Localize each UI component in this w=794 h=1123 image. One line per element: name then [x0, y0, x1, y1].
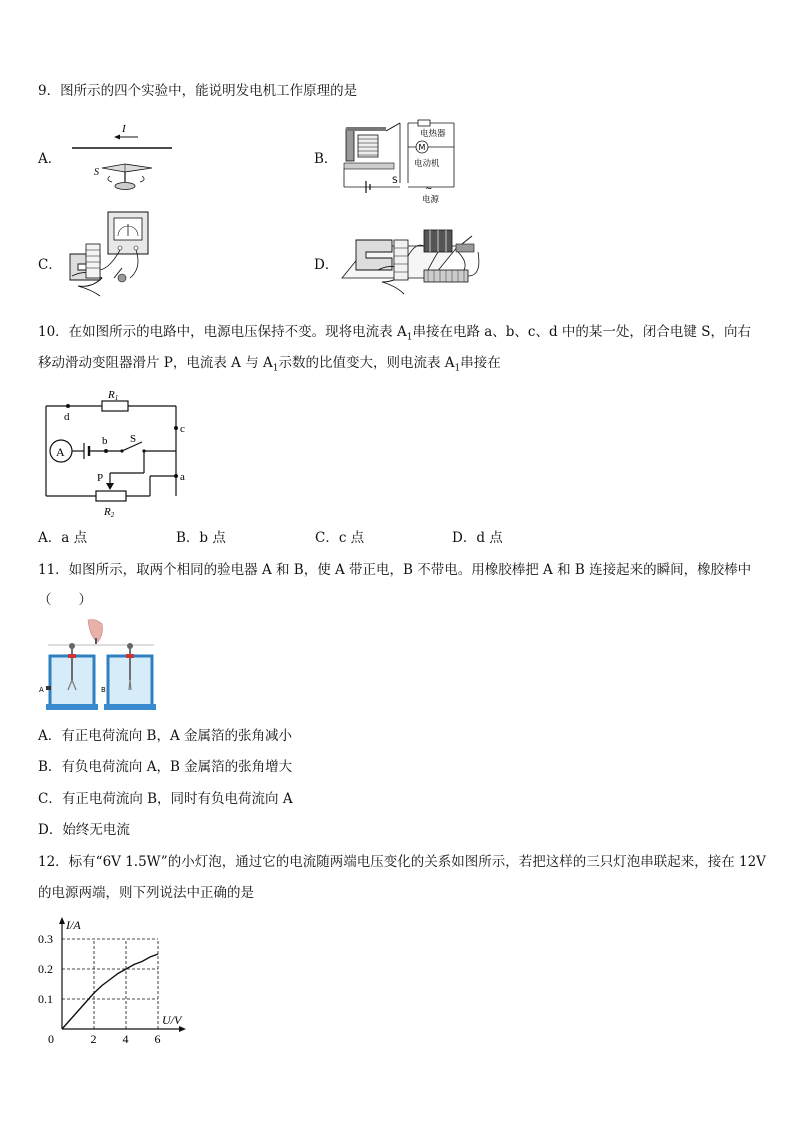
switch: [456, 244, 474, 252]
svg-text:M: M: [418, 143, 426, 152]
heater-label: 电热器: [420, 129, 446, 139]
q9-figure-a: [70, 120, 180, 195]
slider-p: [106, 483, 114, 490]
q10-option-c[interactable]: C．c 点: [315, 530, 365, 546]
y-axis-arrow: [59, 917, 65, 924]
q9-option-b-label[interactable]: B．: [314, 151, 338, 167]
q9-figure-d: [338, 226, 488, 302]
label-d: d: [64, 411, 70, 423]
q11-stem-line2: （ ）: [38, 592, 92, 608]
q9-option-d-label[interactable]: D．: [314, 257, 339, 273]
heater-resistor: [418, 120, 430, 126]
q11-figure-electroscopes: [38, 618, 162, 714]
switch-label: S: [392, 176, 398, 186]
x-axis-label: U/V: [162, 1013, 182, 1027]
r1-label: R1: [108, 389, 119, 402]
label-c: c: [180, 423, 185, 435]
label-p: P: [97, 472, 104, 484]
x-tick-label: 0: [48, 1032, 54, 1046]
q10-circuit: [40, 388, 200, 520]
y-tick-label: 0.2: [38, 962, 53, 976]
x-tick-label: 6: [154, 1032, 161, 1046]
point-b: [104, 449, 108, 453]
q12-iv-chart: [30, 914, 200, 1049]
point-d: [66, 404, 70, 408]
q10-option-d[interactable]: D．d 点: [452, 530, 503, 546]
q10-stem-line2: 移动滑动变阻器滑片 P，电流表 A 与 $A_1$示数的比值变大，则电流表 $A_1$串接在: [38, 355, 501, 374]
q10-option-b[interactable]: B．b 点: [176, 530, 226, 546]
q9-figure-c: [62, 208, 162, 298]
q9-figure-b: [342, 113, 462, 205]
q11-stem-line1: 11．如图所示，取两个相同的验电器 A 和 B，使 A 带正电，B 不带电。用橡胶棒把 A 和 B 连接起来的瞬间，橡胶棒中: [38, 562, 752, 578]
electromagnet-frame: [346, 129, 354, 161]
x-tick-label: 2: [90, 1032, 97, 1046]
r1-resistor: [102, 401, 128, 411]
compass-needle: [102, 164, 152, 172]
label-a: A: [39, 686, 44, 694]
q10-stem-line1: 10．在如图所示的电路中，电源电压保持不变。现将电流表 $A_1$串接在电路 a、b、c、d 中的某一处，闭合电键 S，向右: [38, 324, 751, 343]
label-a: a: [180, 471, 185, 483]
iv-curve: [62, 954, 158, 1029]
point-c: [174, 426, 178, 430]
motor-label: 电动机: [414, 159, 440, 169]
y-axis-label: I/A: [66, 918, 81, 932]
q9-option-a-label[interactable]: A．: [38, 151, 62, 167]
q12-stem-line1: 12．标有“6V 1.5W”的小灯泡，通过它的电流随两端电压变化的关系如图所示，若把这样的三只灯泡串联起来，接在 12V: [38, 854, 766, 870]
q11-option-b[interactable]: B．有负电荷流向 A，B 金属箔的张角增大: [38, 759, 293, 775]
current-label: I: [122, 123, 126, 135]
ammeter-label: A: [56, 445, 65, 459]
r2-label: R2: [104, 506, 115, 519]
power-label: 电源: [422, 195, 440, 205]
q12-stem-line2: 的电源两端，则下列说法中正确的是: [38, 885, 254, 901]
label-s: S: [130, 433, 137, 445]
label-b: b: [102, 435, 108, 447]
base: [344, 163, 394, 169]
label-b: B: [101, 686, 106, 694]
q9-stem: 9．图所示的四个实验中，能说明发电机工作原理的是: [38, 83, 358, 99]
coil: [358, 135, 378, 157]
q9-option-c-label[interactable]: C．: [38, 257, 62, 273]
svg-text:~: ~: [425, 184, 433, 194]
y-tick-label: 0.1: [38, 992, 53, 1006]
q11-option-d[interactable]: D．始终无电流: [38, 822, 130, 838]
compass-stand: [115, 183, 135, 190]
r2-rheostat: [96, 491, 126, 501]
y-tick-label: 0.3: [38, 932, 53, 946]
q10-option-a[interactable]: A．a 点: [38, 530, 88, 546]
pole-label: S: [94, 167, 99, 178]
q11-option-c[interactable]: C．有正电荷流向 B，同时有负电荷流向 A: [38, 791, 293, 807]
q11-option-a[interactable]: A．有正电荷流向 B，A 金属箔的张角减小: [38, 728, 293, 744]
x-tick-label: 4: [122, 1032, 129, 1046]
